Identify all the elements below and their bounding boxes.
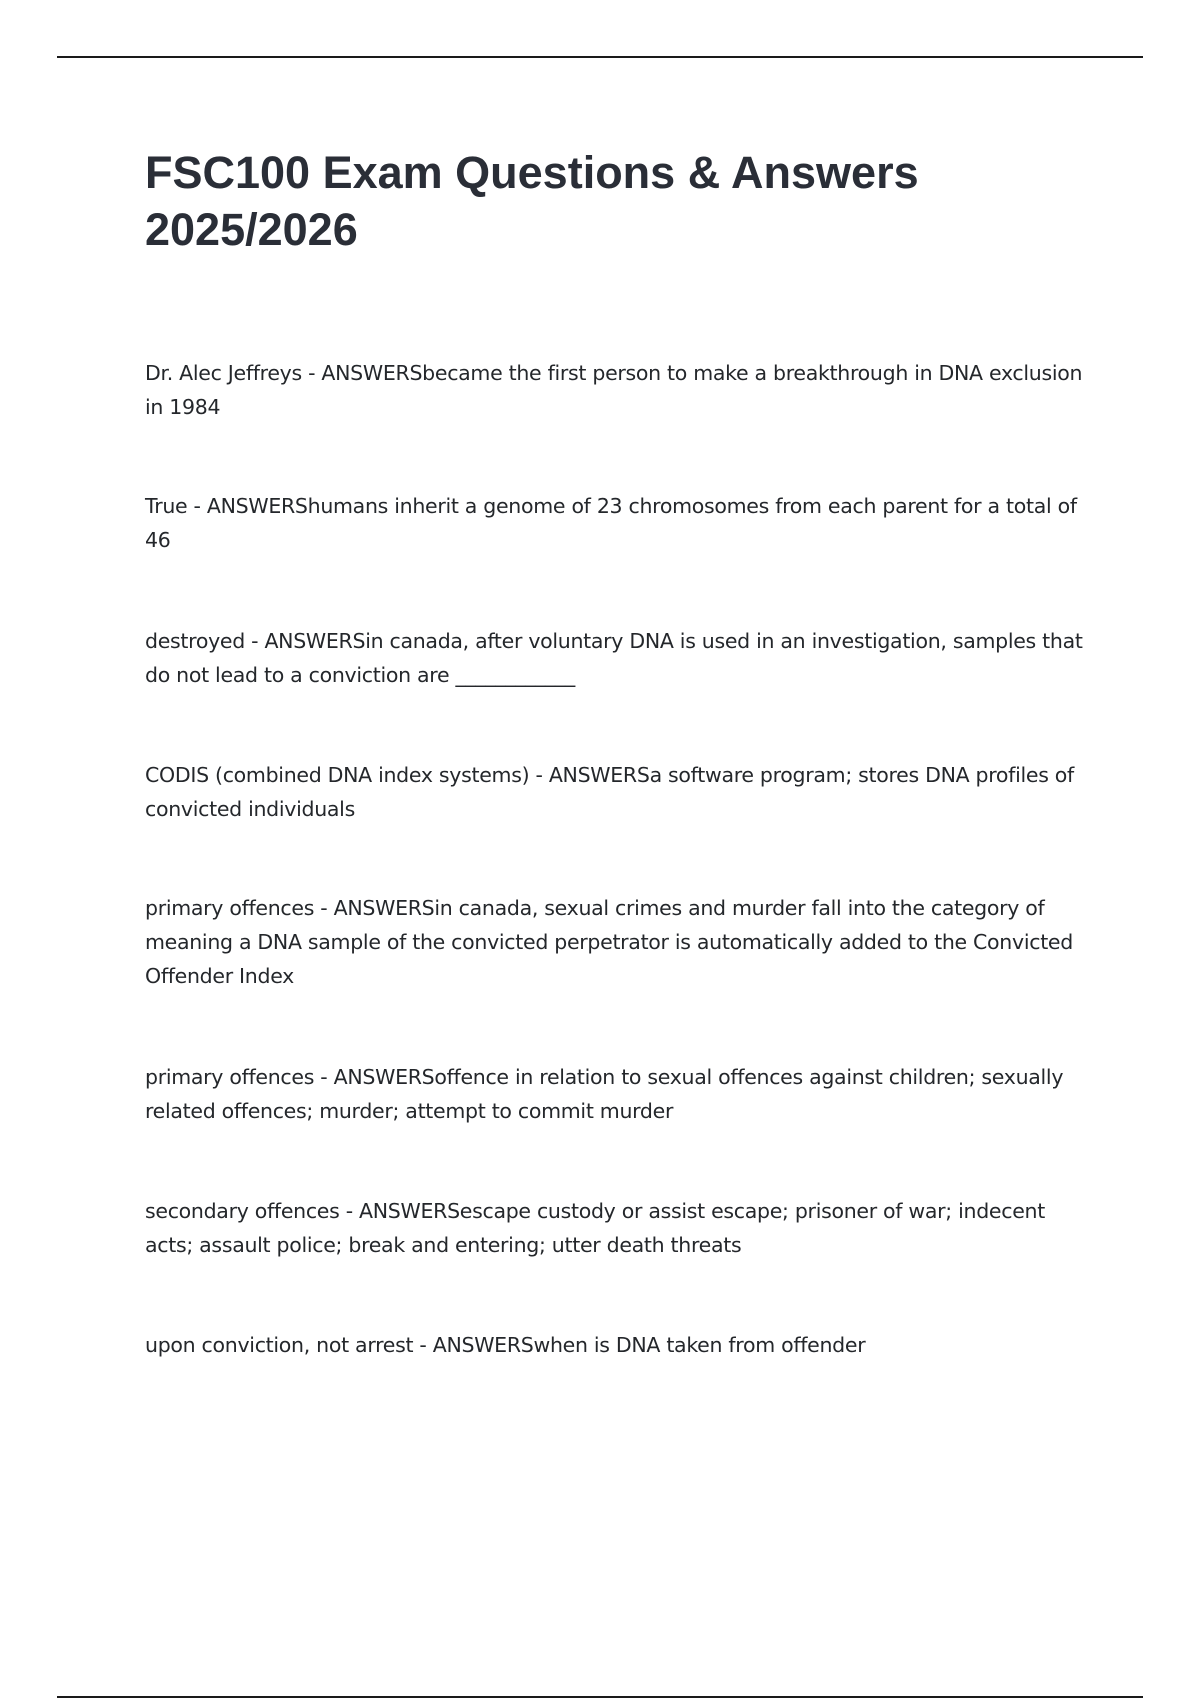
qa-separator: - ANSWERS (339, 1199, 460, 1223)
bottom-divider (57, 1696, 1143, 1698)
qa-term: Dr. Alec Jeffreys (145, 361, 302, 385)
qa-answer: when is DNA taken from offender (533, 1333, 866, 1357)
qa-item (145, 489, 1090, 557)
qa-separator: - ANSWERS (529, 763, 650, 787)
qa-separator: - ANSWERS (244, 629, 366, 653)
qa-item (145, 1328, 1090, 1362)
top-divider (57, 56, 1143, 58)
qa-separator: - ANSWERS (314, 1065, 435, 1089)
qa-answer: in canada, after voluntary DNA is used in an investigation, samples that do not lead to a conviction are ____________ (145, 629, 1083, 687)
qa-answer: humans inherit a genome of 23 chromosomes from each parent for a total of 46 (145, 494, 1077, 552)
qa-item (145, 356, 1090, 424)
qa-term: secondary offences (145, 1199, 340, 1223)
qa-item (145, 1194, 1090, 1262)
qa-separator: - ANSWERS (187, 494, 308, 518)
qa-item (145, 891, 1090, 993)
qa-separator: - ANSWERS (314, 896, 435, 920)
qa-term: True (145, 494, 188, 518)
document-title: FSC100 Exam Questions & Answers 2025/2026 (145, 147, 919, 255)
qa-term: primary offences (145, 896, 315, 920)
qa-answer: became the first person to make a breakthrough in DNA exclusion in 1984 (145, 361, 1083, 419)
qa-item (145, 758, 1090, 826)
qa-answer: a software program; stores DNA profiles of convicted individuals (145, 763, 1074, 821)
qa-term: primary offences (145, 1065, 315, 1089)
qa-answer: in canada, sexual crimes and murder fall into the category of meaning a DNA sample of the convicted perpetrator is automatically added to the Convicted Offender Index (145, 896, 1073, 988)
qa-separator: - ANSWERS (413, 1333, 534, 1357)
qa-term: upon conviction, not arrest (145, 1333, 414, 1357)
qa-term: destroyed (145, 629, 245, 653)
qa-answer: escape custody or assist escape; prisoner of war; indecent acts; assault police; break and entering; utter death threats (145, 1199, 1045, 1257)
qa-term: CODIS (combined DNA index systems) (145, 763, 530, 787)
qa-item (145, 624, 1090, 692)
qa-separator: - ANSWERS (301, 361, 423, 385)
qa-answer: offence in relation to sexual offences against children; sexually related offences; murder; attempt to commit murder (145, 1065, 1064, 1123)
qa-item (145, 1060, 1090, 1128)
